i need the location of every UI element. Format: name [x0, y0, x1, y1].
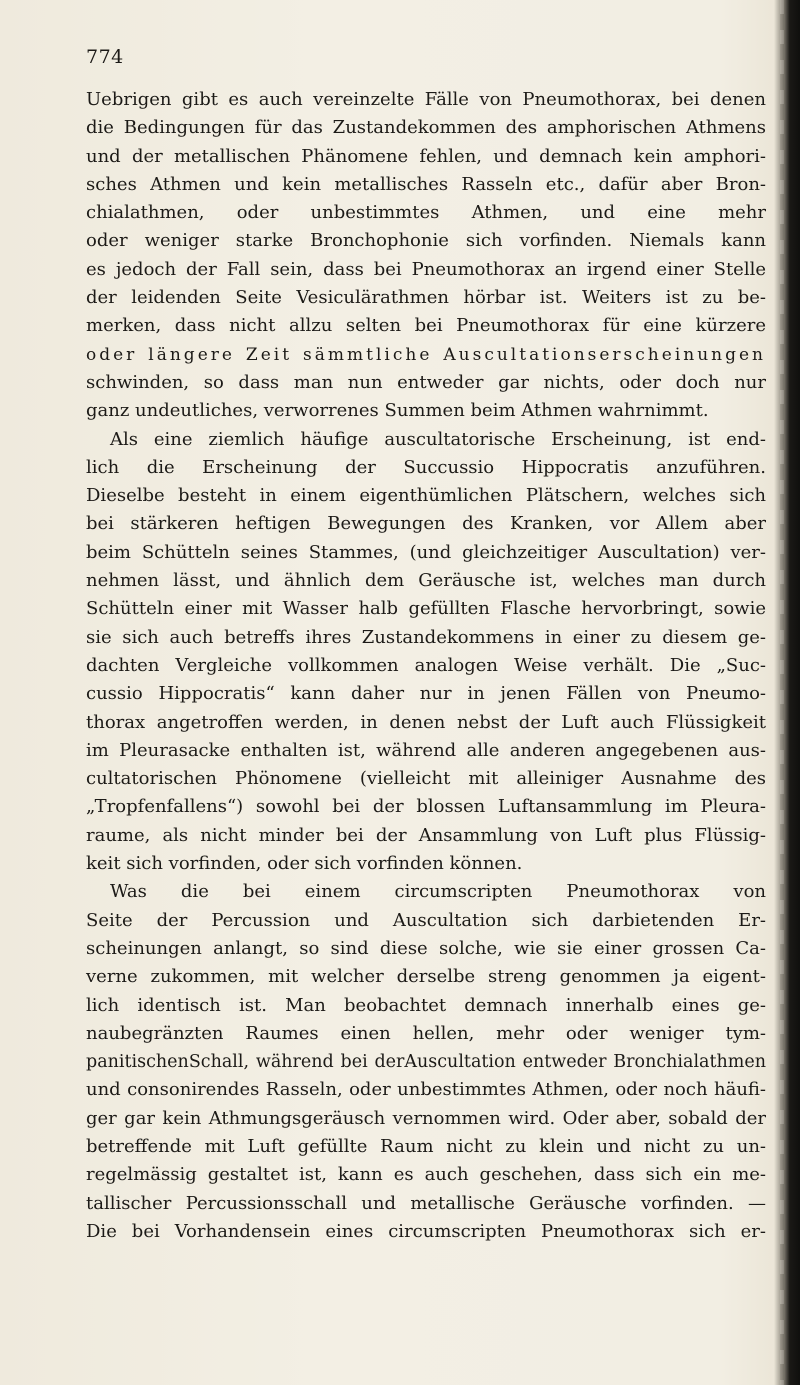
text-line: keit sich vorfinden, oder sich vorfinden können. [86, 853, 523, 875]
text-line: und der metallischen Phänomene fehlen, und demnach kein amphori- [86, 145, 766, 167]
text-line: thorax angetroffen werden, in denen nebst der Luft auch Flüssigkeit [86, 711, 766, 733]
text-line: die Bedingungen für das Zustandekommen des amphorischen Athmens [86, 117, 766, 139]
text-line: Was die bei einem circumscripten Pneumothorax von [110, 881, 766, 903]
text-line: der leidenden Seite Vesiculärathmen hörbar ist. Weiters ist zu be- [86, 287, 766, 309]
page-number: 774 [86, 46, 124, 68]
text-line: oder längere Zeit sämmtliche Auscultationserscheinungen [86, 344, 766, 365]
text-line: naubegränzten Raumes einen hellen, mehr oder weniger tym- [86, 1022, 766, 1044]
text-line: tallischer Percussionsschall und metallische Geräusche vorfinden. — [86, 1192, 766, 1214]
text-line: bei stärkeren heftigen Bewegungen des Kranken, vor Allem aber [86, 513, 766, 535]
text-line: betreffende mit Luft gefüllte Raum nicht zu klein und nicht zu un- [86, 1135, 766, 1157]
text-line: oder weniger starke Bronchophonie sich vorfinden. Niemals kann [86, 230, 766, 252]
text-line: „Tropfenfallens“) sowohl bei der blossen Luftansammlung im Pleura- [86, 796, 766, 818]
page-edge-shadow [774, 0, 800, 1385]
text-line: und consonirendes Rasseln, oder unbestimmtes Athmen, oder noch häufi- [86, 1079, 766, 1101]
text-line: nehmen lässt, und ähnlich dem Geräusche ist, welches man durch [86, 570, 766, 592]
text-line: ganz undeutliches, verworrenes Summen beim Athmen wahrnimmt. [86, 400, 709, 422]
text-line: cussio Hippocratis“ kann daher nur in jenen Fällen von Pneumo- [86, 683, 766, 705]
text-line: chialathmen, oder unbestimmtes Athmen, und eine mehr [86, 202, 766, 224]
text-line: dachten Vergleiche vollkommen analogen Weise verhält. Die „Suc- [86, 654, 766, 676]
text-line: cultatorischen Phönomene (vielleicht mit alleiniger Ausnahme des [86, 768, 766, 790]
text-line: raume, als nicht minder bei der Ansammlung von Luft plus Flüssig- [86, 824, 766, 846]
text-line: Die bei Vorhandensein eines circumscripten Pneumothorax sich er- [86, 1220, 766, 1242]
text-line: panitischenSchall, während bei derAuscultation entweder Bronchialathmen [86, 1052, 766, 1073]
text-line: schwinden, so dass man nun entweder gar nichts, oder doch nur [86, 371, 766, 393]
text-line: Dieselbe besteht in einem eigenthümlichen Plätschern, welches sich [86, 485, 766, 507]
text-line: verne zukommen, mit welcher derselbe streng genommen ja eigent- [86, 966, 766, 988]
text-line: sie sich auch betreffs ihres Zustandekommens in einer zu diesem ge- [86, 626, 766, 648]
text-line: sches Athmen und kein metallisches Rasseln etc., dafür aber Bron- [86, 173, 766, 195]
text-line: Seite der Percussion und Auscultation sich darbietenden Er- [86, 909, 766, 931]
text-line: scheinungen anlangt, so sind diese solche, wie sie einer grossen Ca- [86, 937, 766, 959]
text-line: es jedoch der Fall sein, dass bei Pneumothorax an irgend einer Stelle [86, 258, 766, 280]
text-line: merken, dass nicht allzu selten bei Pneumothorax für eine kürzere [86, 315, 766, 337]
text-line: Schütteln einer mit Wasser halb gefüllten Flasche hervorbringt, sowie [86, 598, 766, 620]
text-line: im Pleurasacke enthalten ist, während alle anderen angegebenen aus- [86, 739, 766, 761]
body-text [86, 86, 766, 1246]
text-line: regelmässig gestaltet ist, kann es auch geschehen, dass sich ein me- [86, 1164, 766, 1186]
text-line: Uebrigen gibt es auch vereinzelte Fälle von Pneumothorax, bei denen [86, 89, 766, 110]
text-line: beim Schütteln seines Stammes, (und gleichzeitiger Auscultation) ver- [86, 541, 766, 563]
text-line: ger gar kein Athmungsgeräusch vernommen wird. Oder aber, sobald der [86, 1107, 766, 1129]
text-line: Als eine ziemlich häufige auscultatorische Erscheinung, ist end- [110, 428, 766, 450]
text-line: lich die Erscheinung der Succussio Hippocratis anzuführen. [86, 456, 766, 478]
text-line: lich identisch ist. Man beobachtet demnach innerhalb eines ge- [86, 994, 766, 1016]
